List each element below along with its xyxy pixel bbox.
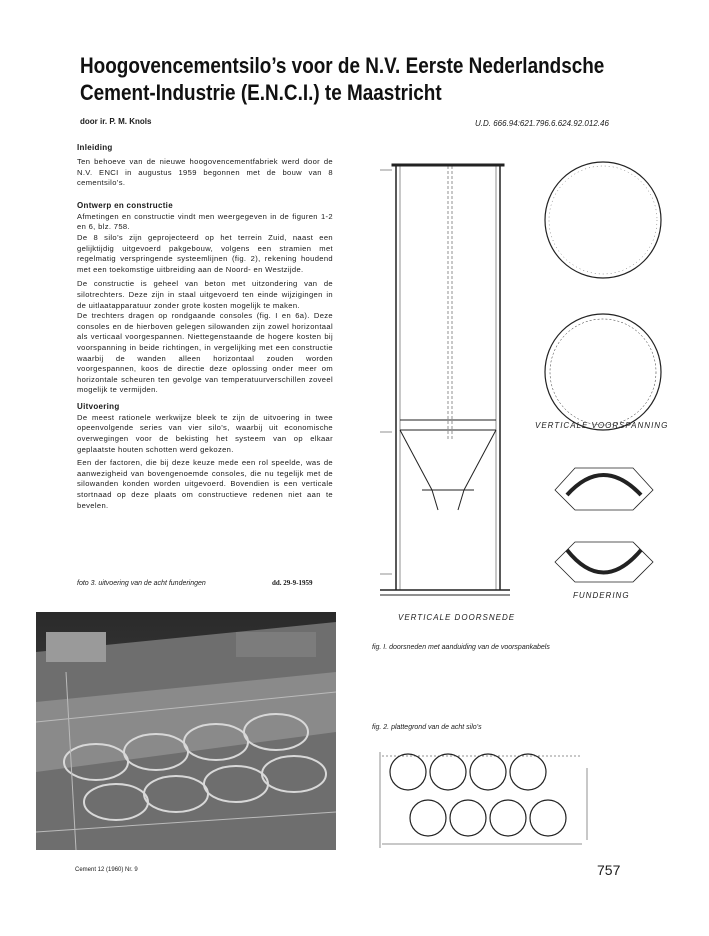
author: door ir. P. M. Knols (80, 117, 152, 126)
page-number: 757 (597, 862, 621, 878)
svg-text:VERTICALE DOORSNEDE: VERTICALE DOORSNEDE (398, 613, 516, 622)
prestress-drawing (525, 150, 705, 610)
journal-reference: Cement 12 (1960) Nr. 9 (75, 867, 138, 873)
silo-section-drawing (360, 150, 520, 630)
section-heading: Inleiding (77, 143, 113, 152)
fig1-caption: fig. I. doorsneden met aanduiding van de voorspankabels (372, 644, 550, 651)
title-line-1: Hoogovencementsilo’s voor de N.V. Eerste Nederlandsche (80, 53, 605, 78)
foundation-label: FUNDERING (573, 591, 630, 600)
photo-caption: foto 3. uitvoering van de acht funderingen (77, 580, 206, 587)
photo-illustration (36, 612, 336, 850)
paragraph: De constructie is geheel van beton met uitzondering van de silotrechters. Deze zijn in staal uitgevoerd ten einde wijzigingen in de uitlaatapparatuur zonder grote kosten mogelijk te maken. (77, 279, 333, 310)
body-text (77, 143, 333, 511)
silo-plan-drawing (372, 748, 612, 858)
vertical-prestress-label: VERTICALE VOORSPANNING (535, 421, 669, 430)
section-heading: Ontwerp en constructie (77, 200, 173, 210)
udc-code: U.D. 666.94:621.796.6.624.92.012.46 (475, 119, 609, 128)
paragraph: Afmetingen en constructie vindt men weergegeven in de figuren 1-2 en 6, blz. 758. (77, 211, 333, 232)
paragraph: Ten behoeve van de nieuwe hoogovencementfabriek werd door de N.V. ENCI in augustus 1959 begonnen met de bouw van 8 cementsilo’s. (77, 157, 333, 188)
paragraph: De trechters dragen op rondgaande consoles (fig. I en 6a). Deze consoles en de hierboven gelegen silowanden zijn zowel horizontaal als verticaal voorgespannen. Niettegenstaande de hogere kosten bij voorspanning in beide richtingen, in vergelijking met een constructie waarbij de wanden alleen horizontaal zouden worden voorgespannen, koos de directie deze oplossing onder meer om horizontale scheuren ten gevolge van temperatuurverschillen zoveel mogelijk te vermijden. (77, 311, 333, 395)
article-title (80, 52, 605, 106)
section-heading: Uitvoering (77, 401, 120, 411)
construction-photo (36, 612, 336, 850)
title-line-2: Cement-Industrie (E.N.C.I.) te Maastricht (80, 80, 442, 105)
photo-date: dd. 29-9-1959 (272, 579, 313, 587)
paragraph: De meest rationele werkwijze bleek te zijn de uitvoering in twee opeenvolgende series van vier silo’s, waarbij uit economische overwegingen voor de bekisting het systeem van op elkaar geplaatste houten schotten werd gekozen. (77, 412, 333, 454)
paragraph: Een der factoren, die bij deze keuze mede een rol speelde, was de aanwezigheid van bovengenoemde consoles, die nu tegelijk met de silowanden konden worden uitgevoerd. Bovendien is een verticale stortnaad op deze plaats om constructieve redenen niet aan te bevelen. (77, 458, 333, 510)
paragraph: De 8 silo’s zijn geprojecteerd op het terrein Zuid, naast een gelijktijdig uitgevoerd pakgebouw, volgens een stramien met regelmatig verspringende systeemlijnen (fig. 2), rekening houdend met een toekomstige uitbreiding aan de Noord- en Westzijde. (77, 232, 333, 274)
fig2-caption: fig. 2. plattegrond van de acht silo’s (372, 724, 482, 731)
